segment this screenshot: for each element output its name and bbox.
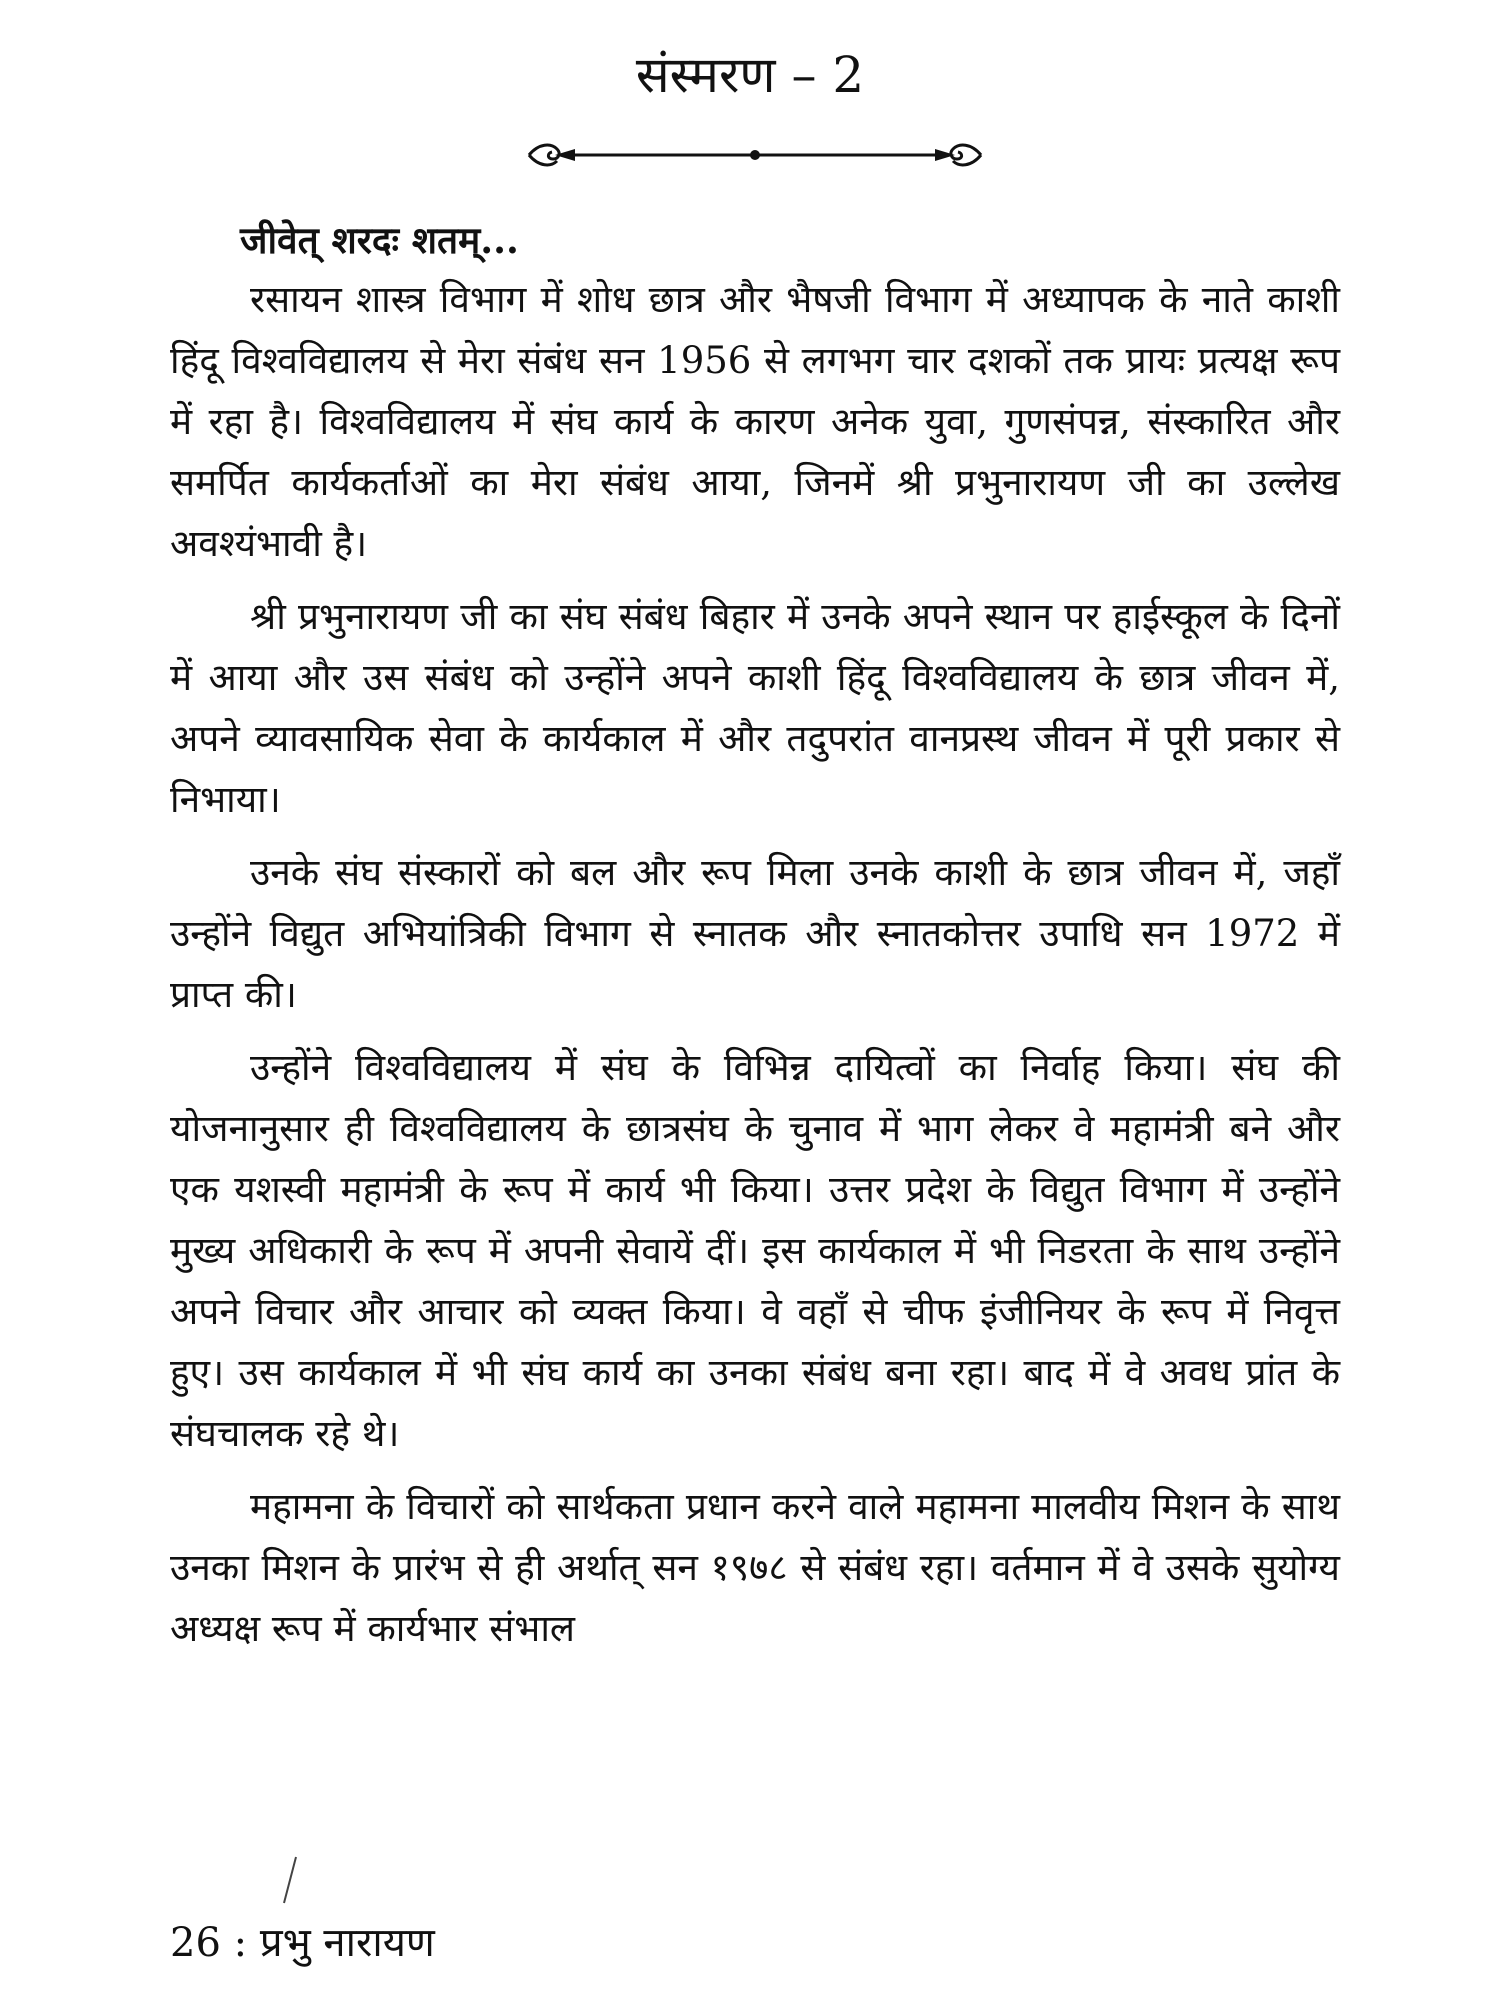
footer-separator: :	[233, 1920, 248, 1966]
stray-pen-mark	[280, 1855, 300, 1905]
page-number: 26	[170, 1920, 221, 1966]
page-footer	[170, 1915, 435, 1971]
paragraph-4: उन्होंने विश्वविद्यालय में संघ के विभिन्न दायित्वों का निर्वाह किया। संघ की योजनानुसार ही विश्वविद्यालय के छात्रसंघ के चुनाव में भाग लेकर वे महामंत्री बने और एक यशस्वी महामंत्री के रूप में कार्य भी किया। उत्तर प्रदेश के विद्युत विभाग में उन्होंने मुख्य अधिकारी के रूप में अपनी सेवायें दीं। इस कार्यकाल में भी निडरता के साथ उन्होंने अपने विचार और आचार को व्यक्त किया। वे वहाँ से चीफ इंजीनियर के रूप में निवृत्त हुए। उस कार्यकाल में भी संघ कार्य का उनका संबंध बना रहा। बाद में वे अवध प्रांत के संघचालक रहे थे।	[170, 1046, 1340, 1455]
paragraph-2: श्री प्रभुनारायण जी का संघ संबंध बिहार में उनके अपने स्थान पर हाईस्कूल के दिनों में आया और उस संबंध को उन्होंने अपने काशी हिंदू विश्वविद्यालय के छात्र जीवन में, अपने व्यावसायिक सेवा के कार्यकाल में और तदुपरांत वानप्रस्थ जीवन में पूरी प्रकार से निभाया।	[170, 595, 1340, 821]
article-body	[170, 215, 1340, 1671]
paragraph-5: महामना के विचारों को सार्थकता प्रधान करने वाले महामना मालवीय मिशन के साथ उनका मिशन के प्रारंभ से ही अर्थात् सन १९७८ से संबंध रहा। वर्तमान में वे उसके सुयोग्य अध्यक्ष रूप में कार्यभार संभाल	[170, 1485, 1340, 1650]
page-title: संस्मरण – 2	[635, 46, 865, 104]
paragraph-1: रसायन शास्त्र विभाग में शोध छात्र और भैषजी विभाग में अध्यापक के नाते काशी हिंदू विश्वविद्यालय से मेरा संबंध सन 1956 से लगभग चार दशकों तक प्रायः प्रत्यक्ष रूप में रहा है। विश्वविद्यालय में संघ कार्य के कारण अनेक युवा, गुणसंपन्न, संस्कारित और समर्पित कार्यकर्ताओं का मेरा संबंध आया, जिनमें श्री प्रभुनारायण जी का उल्लेख अवश्यंभावी है।	[170, 278, 1340, 565]
paragraph-3: उनके संघ संस्कारों को बल और रूप मिला उनके काशी के छात्र जीवन में, जहाँ उन्होंने विद्युत अभियांत्रिकी विभाग से स्नातक और स्नातकोत्तर उपाधि सन 1972 में प्राप्त की।	[170, 851, 1340, 1016]
running-book-title: प्रभु नारायण	[259, 1920, 435, 1966]
section-subheading: जीवेत् शरदः शतम्...	[240, 218, 519, 262]
title-ornament-divider	[525, 135, 985, 175]
